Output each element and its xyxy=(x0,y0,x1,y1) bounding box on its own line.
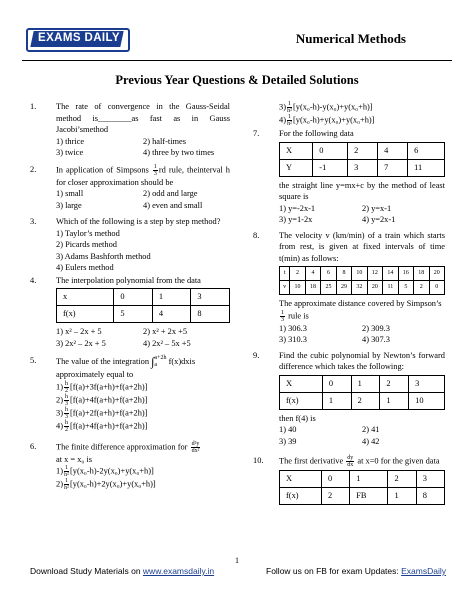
examsdaily-website-link[interactable]: www.examsdaily.in xyxy=(142,566,215,576)
question-number: 10. xyxy=(253,456,264,465)
option-3: 3) $\frac{1}{\text{h²}}$ [y(x₀-h)-y(x₀)+y(x₀+h)] xyxy=(279,101,373,114)
left-column xyxy=(30,101,230,491)
option-1: 1) $\frac{h}{2}$ [f(a)+3f(a+h)+f(a+2h)] xyxy=(56,380,148,394)
question-2 xyxy=(30,164,230,212)
option-2: 2) 309.3 xyxy=(362,323,390,333)
option-3: 3) y=1-2x xyxy=(279,215,313,224)
question-1 xyxy=(30,101,230,159)
option-3: 3) Adams Bashforth method xyxy=(56,251,151,261)
option-4: 4) y=2x-1 xyxy=(362,215,396,224)
question-text: For the following data xyxy=(279,129,354,138)
option-2: 2) $\frac{1}{\text{h²}}$ [y(x₀-h)+2y(x₀)+y(x₀+h)] xyxy=(56,478,156,491)
question-4 xyxy=(30,275,230,350)
data-table xyxy=(279,142,445,177)
question-8 xyxy=(253,230,445,346)
footer-download: Download Study Materials on www.examsdaily.in xyxy=(30,566,215,576)
option-2: 2) x² + 2x +5 xyxy=(143,327,188,336)
question-text: The velocity v (km/min) of a train which starts from rest, is given at fixed intervals of time t(min) as follows: xyxy=(279,230,445,263)
question-5 xyxy=(30,355,230,433)
fraction: $\frac{1}{3}$ xyxy=(281,309,284,323)
logo-text: EXAMS DAILY xyxy=(38,32,120,44)
question-text: Which of the following is a step by step method? xyxy=(56,217,221,226)
table-row: x 0 1 3 xyxy=(57,289,230,306)
table-row: X 0 2 4 6 xyxy=(280,142,445,159)
question-7 xyxy=(253,128,445,226)
integral-sign: ∫ xyxy=(151,354,155,369)
page-number: 1 xyxy=(235,556,239,565)
table-row: t 2 4 6 8 10 12 14 16 18 20 xyxy=(280,267,445,281)
question-number: 1. xyxy=(30,102,37,111)
option-3: 3) 2x² – 2x + 5 xyxy=(56,338,106,348)
exams-daily-logo xyxy=(26,28,130,50)
question-9 xyxy=(253,350,445,448)
table-row: f(x) 2 FB 1 8 xyxy=(280,488,445,505)
header-divider xyxy=(22,60,452,61)
data-table xyxy=(279,470,445,505)
option-4: 4) 2x² – 5x +5 xyxy=(143,338,191,348)
option-4: 4) $\frac{1}{\text{h²}}$ [y(x₀-h)+y(x₀)+y(x₀+h)] xyxy=(279,114,375,127)
option-4: 4) $\frac{h}{2}$ [f(a)+4f(a+h)+f(a+2h)] xyxy=(56,419,148,433)
option-3: 3) 310.3 xyxy=(279,335,307,344)
option-4: 4) 307.3 xyxy=(362,335,390,344)
right-column xyxy=(253,101,445,508)
option-1: 1) thrice xyxy=(56,136,85,146)
question-number: 4. xyxy=(30,275,37,285)
question-text-continued: the straight line y=mx+c by the method of least square is xyxy=(279,180,445,201)
table-row: f(x) 5 4 8 xyxy=(57,306,230,323)
option-2: 2) 41 xyxy=(362,425,380,434)
option-2: 2) $\frac{h}{3}$ [f(a)+4f(a+h)+f(a+2h)] xyxy=(56,393,148,407)
option-4: 4) three by two times xyxy=(143,148,215,157)
question-number: 5. xyxy=(30,356,37,365)
data-table xyxy=(279,375,445,410)
option-4: 4) 42 xyxy=(362,436,380,446)
question-number: 6. xyxy=(30,441,37,451)
option-4: 4) Eulers method xyxy=(56,263,114,272)
question-number: 9. xyxy=(253,350,260,360)
fraction: $\frac{dy}{dx}$ xyxy=(347,455,354,468)
question-text-continued: then f(4) is xyxy=(279,413,316,423)
question-text: The finite difference approximation for $\frac{\text{d²y}}{\text{dx²}}$ at x = x₀ is xyxy=(56,440,200,464)
question-6-continued xyxy=(253,101,445,127)
question-number: 7. xyxy=(253,129,260,138)
option-3: 3) 39 xyxy=(279,436,297,446)
option-2: 2) half-times xyxy=(143,136,187,146)
data-table xyxy=(56,288,230,323)
question-text: The first derivative $\frac{dy}{dx}$ at x=0 for the given data xyxy=(279,455,440,468)
question-text: The rate of convergence in the Gauss-Seidal method is________as fast as in Gauss Jacobi’smethod xyxy=(56,102,230,134)
question-text: In application of Simpsons $\frac{1}{3}$ rd rule, theinterval h for closer approximation should be xyxy=(56,163,230,187)
question-text: The interpolation polynomial from the data xyxy=(56,275,201,285)
table-row: X 0 1 2 3 xyxy=(280,375,445,392)
option-1: 1) y=-2x-1 xyxy=(279,203,316,213)
option-1: 1) 306.3 xyxy=(279,323,307,333)
option-1: 1) $\frac{1}{\text{h²}}$ [y(x₀-h)-2y(x₀)+y(x₀+h)] xyxy=(56,465,154,478)
question-text: Find the cubic polynomial by Newton’s forward difference which takes the following: xyxy=(279,350,445,371)
fraction: $\frac{1}{3}$ xyxy=(153,163,157,177)
option-1: 1) x² – 2x + 5 xyxy=(56,327,102,336)
option-1: 1) 40 xyxy=(279,425,297,434)
facebook-link[interactable]: ExamsDaily xyxy=(401,566,446,576)
header-title: Numerical Methods xyxy=(295,31,406,46)
integral-limits: a+2h a xyxy=(154,355,167,368)
question-text: The value of the integration ∫ a+2h a f(x)dxis approximately equal to xyxy=(56,354,196,379)
question-6 xyxy=(30,441,230,492)
question-number: 2. xyxy=(30,164,37,174)
question-10 xyxy=(253,455,445,505)
option-1: 1) small xyxy=(56,189,84,198)
footer-follow: Follow us on FB for exam Updates: ExamsDaily xyxy=(266,566,446,576)
option-3: 3) $\frac{h}{3}$ [f(a)+2f(a+h)+f(a+2h)] xyxy=(56,406,148,420)
option-1: 1) Taylor’s method xyxy=(56,228,120,238)
data-table xyxy=(279,266,445,295)
table-row: Y -1 3 7 11 xyxy=(280,159,445,176)
option-4: 4) even and small xyxy=(143,200,203,210)
option-2: 2) odd and large xyxy=(143,189,198,198)
table-row: f(x) 1 2 1 10 xyxy=(280,392,445,409)
option-3: 3) large xyxy=(56,200,82,210)
question-text-continued: The approximate distance covered by Simpson’s $\frac{1}{3}$ rule is xyxy=(279,299,442,323)
option-2: 2) Picards method xyxy=(56,240,117,249)
question-number: 8. xyxy=(253,230,260,240)
table-row: X 0 1 2 3 xyxy=(280,471,445,488)
option-2: 2) y=x-1 xyxy=(362,203,392,213)
fraction: $\frac{\text{d²y}}{\text{dx²}}$ xyxy=(191,440,200,454)
table-row: v 10 18 25 29 32 20 11 5 2 0 xyxy=(280,281,445,295)
option-3: 3) twice xyxy=(56,148,84,157)
page-title: Previous Year Questions & Detailed Solutions xyxy=(115,73,359,87)
question-3 xyxy=(30,216,230,274)
question-number: 3. xyxy=(30,217,37,226)
